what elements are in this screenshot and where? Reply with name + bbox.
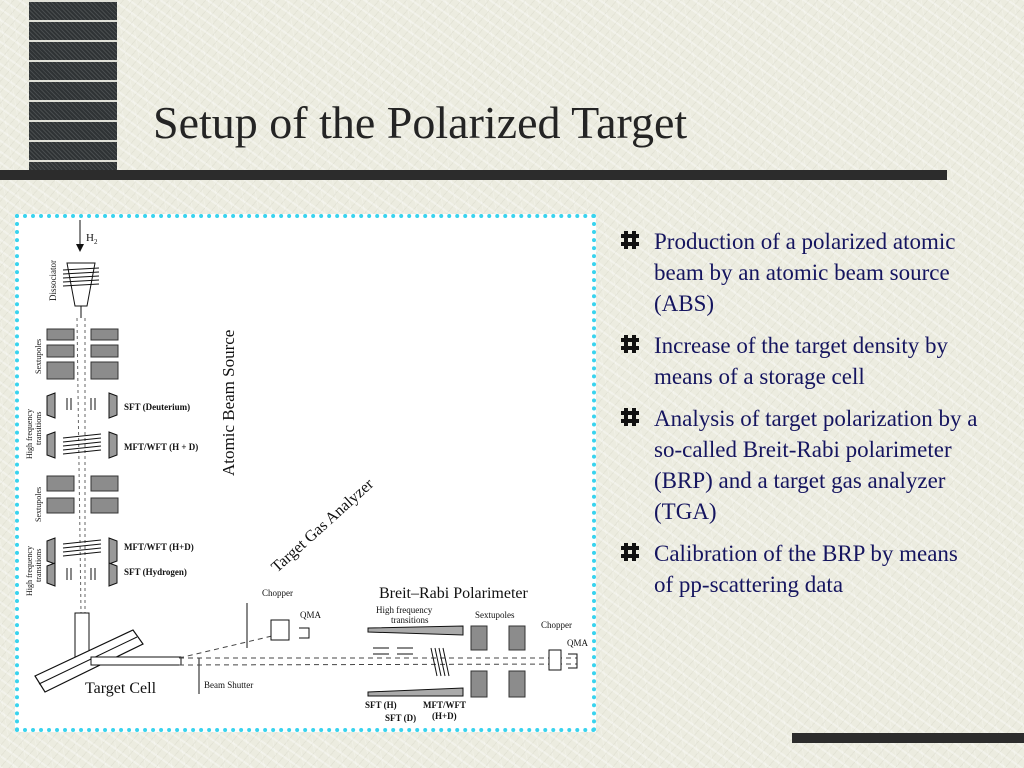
- sextupoles-label-1: Sextupoles: [34, 338, 43, 374]
- bullet-item: [618, 538, 978, 600]
- qma-label-1: QMA: [300, 610, 322, 620]
- bullet-text: Analysis of target polarization by a so-called Breit-Rabi polarimeter (BRP) and a target gas analyzer (TGA): [654, 406, 978, 524]
- dissociator-label: Dissociator: [48, 260, 58, 301]
- sextupole-block-1: [47, 329, 118, 379]
- brp-sextupoles-label: Sextupoles: [475, 610, 515, 620]
- tga-qma: [299, 628, 309, 638]
- hash-bullet-icon: [620, 230, 640, 255]
- hash-bullet-icon: [620, 334, 640, 359]
- brp-sextupoles: [471, 626, 525, 697]
- mft-wft-label-1: MFT/WFT (H + D): [124, 442, 199, 452]
- mft-wft-2: [47, 538, 117, 564]
- brp-qma: [568, 654, 577, 668]
- bullet-item: [618, 403, 978, 527]
- brp-hf-label-a: High frequency: [376, 605, 433, 615]
- brp-mft-wft-label-a: MFT/WFT: [423, 700, 466, 710]
- sft-hydrogen: [47, 563, 117, 586]
- h2-label: $H_2$: [86, 232, 98, 246]
- decorative-stripe: [29, 0, 117, 180]
- bullet-item: [618, 330, 978, 392]
- setup-diagram-svg: [19, 218, 592, 728]
- bullet-list: [618, 226, 978, 611]
- brp-hf-label-b: transitions: [391, 615, 429, 625]
- title-divider: [0, 170, 947, 180]
- brp-mft-wft-label-b: (H+D): [432, 711, 457, 721]
- hash-bullet-icon: [620, 407, 640, 432]
- sft-deuterium: [47, 393, 117, 418]
- hf-transitions-label-2a: High frequency: [25, 546, 34, 596]
- sft-hydrogen-label: SFT (Hydrogen): [124, 567, 187, 577]
- hash-bullet-icon: [620, 542, 640, 567]
- hf-transitions-label-2b: transitions: [34, 548, 43, 582]
- qma-label-2: QMA: [567, 638, 589, 648]
- sft-d-label: SFT (D): [385, 713, 417, 723]
- mft-wft-1: [47, 432, 117, 458]
- beam-shutter-label: Beam Shutter: [204, 680, 254, 690]
- sft-h-label: SFT (H): [365, 700, 397, 710]
- target-cell-label: Target Cell: [85, 680, 157, 697]
- sextupoles-label-2: Sextupoles: [34, 486, 43, 522]
- hf-transitions-label-1b: transitions: [34, 411, 43, 445]
- target-gas-analyzer-label: Target Gas Analyzer: [268, 475, 378, 576]
- bullet-text: Calibration of the BRP by means of pp-scattering data: [654, 541, 958, 597]
- tga-chopper: [271, 620, 289, 640]
- bullet-text: Increase of the target density by means of a storage cell: [654, 333, 948, 389]
- chopper-label-2: Chopper: [541, 620, 572, 630]
- polarized-target-diagram: [15, 214, 596, 732]
- bullet-item: [618, 226, 978, 319]
- breit-rabi-polarimeter-label: Breit–Rabi Polarimeter: [379, 585, 528, 602]
- mft-wft-label-2: MFT/WFT (H+D): [124, 542, 194, 552]
- brp-chopper: [549, 650, 561, 670]
- sft-deuterium-label: SFT (Deuterium): [124, 402, 191, 412]
- dissociator: [63, 263, 99, 318]
- hf-transitions-label-1a: High frequency: [25, 409, 34, 459]
- sextupole-block-2: [47, 476, 118, 513]
- slide-title: Setup of the Polarized Target: [153, 97, 688, 148]
- beam-line-left: [77, 318, 81, 613]
- brp-hf-transitions: [368, 626, 463, 696]
- beam-path-lower: [179, 664, 577, 665]
- chopper-label-1: Chopper: [262, 588, 293, 598]
- bullet-text: Production of a polarized atomic beam by an atomic beam source (ABS): [654, 229, 956, 316]
- footer-rule: [792, 733, 1024, 743]
- extraction-tube: [91, 657, 181, 665]
- atomic-beam-source-label: Atomic Beam Source: [219, 329, 238, 476]
